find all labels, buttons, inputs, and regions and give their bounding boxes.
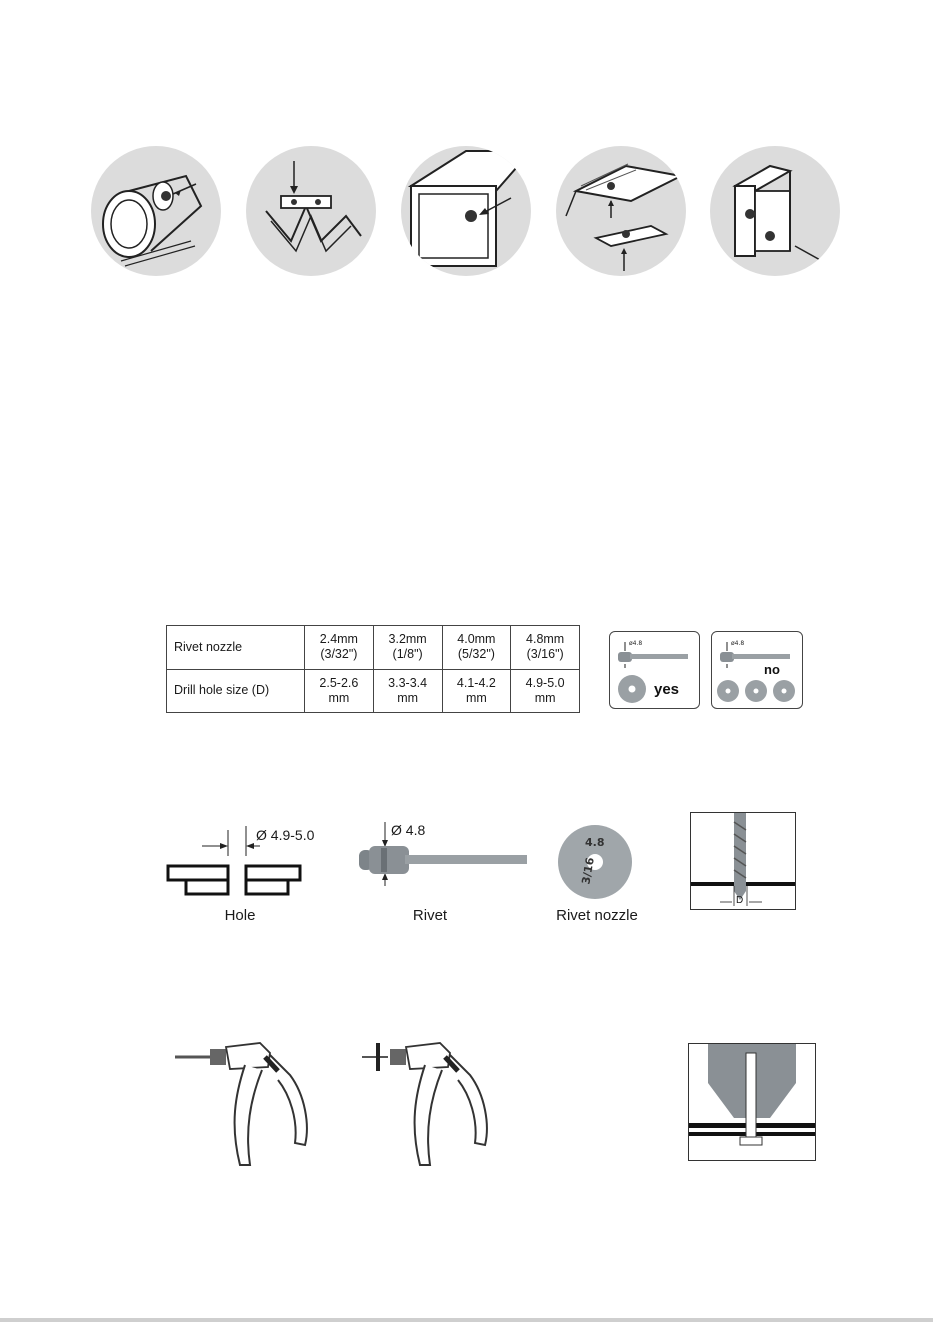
small-dim-label: ø4.8 (629, 640, 643, 647)
nozzle-inch-mark: 3/16 (579, 856, 597, 886)
table-row (167, 669, 580, 713)
table-cell: 4.0mm (5/32") (442, 626, 511, 670)
row-label-drill: Drill hole size (D) (167, 669, 305, 713)
nozzle-size-mark: 4.8 (585, 836, 605, 849)
rivet-dimension: Ø 4.8 (391, 822, 426, 838)
wrong-nozzle-panel (711, 631, 803, 709)
svg-text:ø4.8: ø4.8 (731, 640, 745, 647)
table-row (167, 626, 580, 670)
caption-hole: Hole (224, 907, 256, 924)
bracket-rivet-icon (246, 146, 376, 276)
table-cell: 2.5-2.6 mm (305, 669, 374, 713)
caption-rivet: Rivet (412, 907, 448, 924)
caption-rivet-nozzle: Rivet nozzle (556, 907, 638, 924)
yes-label: yes (654, 681, 680, 698)
wood-panel-rivet-icon (556, 146, 686, 276)
table-cell: 4.8mm (3/16") (511, 626, 580, 670)
page-bottom-border (0, 1316, 933, 1324)
rivet-setting-detail (688, 1043, 816, 1161)
rivet-size-table (166, 625, 580, 713)
rivet-nozzle-drawing (555, 822, 635, 902)
table-cell: 3.2mm (1/8") (373, 626, 442, 670)
no-label: no (764, 662, 780, 677)
row-label-nozzle: Rivet nozzle (167, 626, 305, 670)
table-cell: 4.1-4.2 mm (442, 669, 511, 713)
table-cell: 3.3-3.4 mm (373, 669, 442, 713)
rivet-gun-closed-drawing (360, 1035, 520, 1175)
correct-nozzle-panel (609, 631, 700, 709)
rivet-drawing (355, 818, 530, 888)
hole-dimension: Ø 4.9-5.0 (256, 827, 315, 843)
box-profile-rivet-icon (401, 146, 531, 276)
table-cell: 4.9-5.0 mm (511, 669, 580, 713)
table-cell: 2.4mm (3/32") (305, 626, 374, 670)
rivet-gun-open-drawing (170, 1035, 330, 1175)
frame-rivet-icon (710, 146, 840, 276)
drill-d-label: D (736, 895, 744, 906)
tube-rivet-icon (91, 146, 221, 276)
